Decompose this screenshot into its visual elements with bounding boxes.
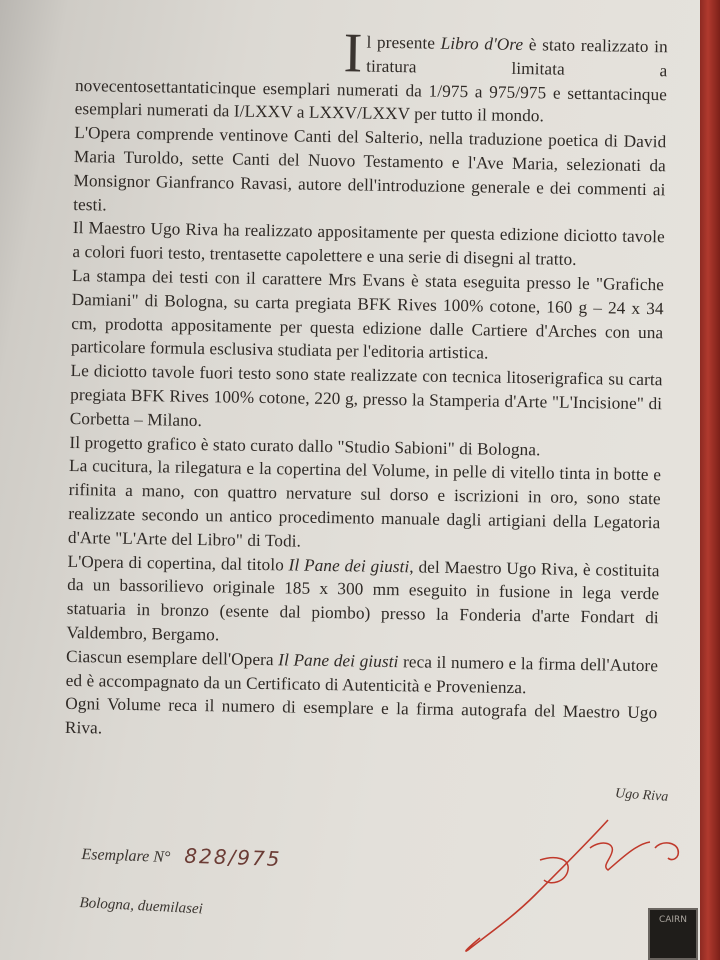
paragraph-litografia: Le diciotto tavole fuori testo sono state realizzate con tecnica litoserigrafica su carta pregiata BFK Rives 100% cotone, 220 g, presso la Stamperia d'Arte "L'Incisione" di Corbetta – Milano. <box>69 361 663 430</box>
copy-number-label: Esemplare N° <box>81 845 171 867</box>
paragraph-progetto: Il progetto grafico è stato curato dallo "Studio Sabioni" di Bologna. <box>69 432 541 459</box>
opening-start: l presente <box>366 32 441 53</box>
cover-rest: , del Maestro Ugo Riva, è costituita da un bassorilievo originale 185 x 300 mm eseguito in fusione in lega verde statuaria in bronzo (esente dal piombo) presso la Fonderia d'arte Fondart di Valdembro, Bergamo. <box>66 556 660 645</box>
place-date: Bologna, duemilasei <box>79 895 204 918</box>
colophon-text <box>64 22 668 749</box>
cert-title: Il Pane dei giusti <box>278 649 399 671</box>
opening-paragraph <box>74 22 668 130</box>
badge-text: CAIRN <box>658 915 688 925</box>
red-page-edge <box>700 0 720 960</box>
cover-intro: L'Opera di copertina, dal titolo <box>67 551 289 574</box>
cover-title: Il Pane dei giusti <box>288 554 410 576</box>
cert-rest: reca il numero e la firma dell'Autore ed è accompagnato da un Certificato di Autenticità e Provenienza. <box>65 651 659 697</box>
paragraph-opera: L'Opera comprende ventinove Canti del Salterio, nella traduzione poetica di David Maria Turoldo, sette Canti del Nuovo Testamento e l'Ave Maria, selezionati da Monsignor Gianfranco Ravasi, autore dell'introduzione generale e dei commenti ai testi. <box>73 123 667 215</box>
paragraph-volume: Ogni Volume reca il numero di esemplare e la firma autografa del Maestro Ugo Riva. <box>64 694 658 738</box>
copy-number-handwritten: 828/975 <box>184 843 282 871</box>
publisher-badge <box>648 908 698 960</box>
copy-number-line <box>81 840 282 871</box>
paragraph-copertina <box>66 549 659 653</box>
paragraph-legatoria: La cucitura, la rilegatura e la copertina del Volume, in pelle di vitello tinta in botte e rifinita a mano, con quattro nervature sul dorso e iscrizioni in oro, sono state realizzate secondo un antico procedimento manuale dagli artigiani della Legatoria d'Arte "L'Arte del Libro" di Todi. <box>67 456 662 551</box>
cert-intro: Ciascun esemplare dell'Opera <box>65 646 279 669</box>
paragraph-tavole: Il Maestro Ugo Riva ha realizzato appositamente per questa edizione diciotto tavole a colori fuori testo, trentasette capolettere e una serie di disegni al tratto. <box>72 218 665 270</box>
author-name: Ugo Riva <box>614 786 669 805</box>
paragraph-stampa: La stampa dei testi con il carattere Mrs Evans è stata eseguita presso le "Grafiche Damiani" di Bologna, su carta pregiata BFK Rives 100% cotone, 160 g – 24 x 34 cm, prodotta appositamente per questa edizione dalle Cartiere d'Arches con una particolare formula esclusiva studiata per l'editoria artistica. <box>70 265 665 363</box>
opening-rest: è stato realizzato in tiratura limitata a novecentosettantaticinque esemplari numerati da 1/975 a 975/975 e settantacinque esemplari numerati da I/LXXV a LXXV/LXXV per tutto il mondo. <box>74 35 668 126</box>
libro-title: Libro d'Ore <box>440 33 524 55</box>
drop-cap: I <box>343 22 363 85</box>
